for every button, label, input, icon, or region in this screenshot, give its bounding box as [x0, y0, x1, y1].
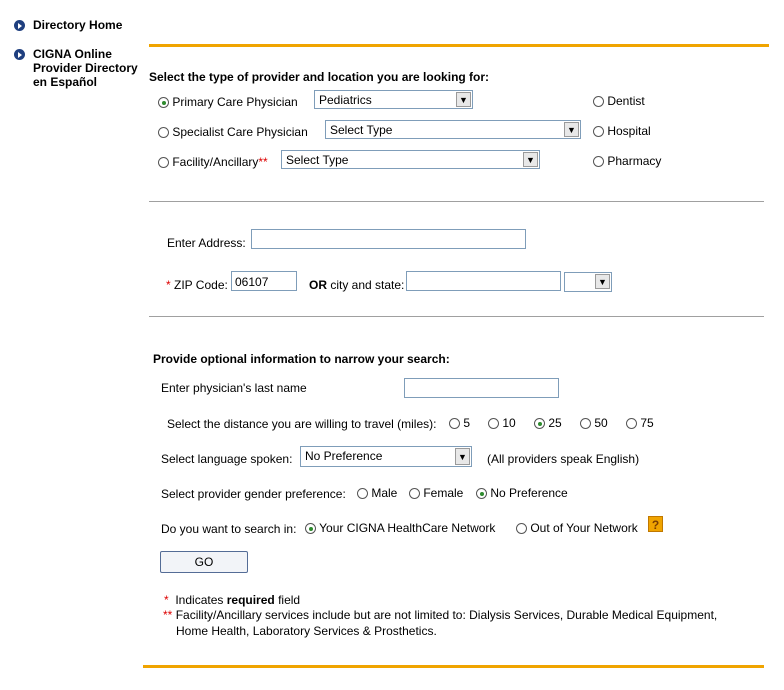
city-input[interactable]: [406, 271, 561, 291]
distance-option[interactable]: [488, 416, 516, 430]
section-divider: [149, 316, 764, 317]
hospital-option[interactable]: [593, 124, 651, 138]
pharmacy-radio[interactable]: [593, 156, 604, 167]
zip-input-value: 06107: [235, 275, 269, 289]
facility-footnote-line2: Home Health, Laboratory Services & Prosthetics.: [176, 624, 437, 638]
facility-footnote-line1: Facility/Ancillary services include but are not limited to: Dialysis Services, Durable Medical Equipment,: [175, 608, 718, 622]
zip-input[interactable]: [231, 271, 297, 291]
hospital-radio[interactable]: [593, 126, 604, 137]
facility-radio[interactable]: [158, 157, 169, 168]
specialist-option[interactable]: [158, 125, 308, 139]
lastname-input[interactable]: [404, 378, 559, 398]
nav-spanish-directory-label[interactable]: [33, 47, 138, 89]
distance-label-value: 5: [463, 416, 471, 430]
distance-label: Select the distance you are willing to travel (miles):: [167, 417, 437, 431]
chevron-down-icon: ▼: [456, 92, 471, 107]
city-state-label: [309, 278, 404, 292]
required-footnote: [164, 593, 300, 607]
distance-radio[interactable]: [626, 418, 637, 429]
distance-radio[interactable]: [534, 418, 545, 429]
dentist-option[interactable]: [593, 94, 645, 108]
specialist-label: Specialist Care Physician: [172, 125, 308, 139]
network-option[interactable]: [305, 521, 495, 535]
distance-label-value: 25: [548, 416, 562, 430]
primary-care-radio[interactable]: [158, 97, 169, 108]
state-select[interactable]: [564, 272, 612, 292]
required-footnote-pre: Indicates: [175, 593, 224, 607]
primary-care-select[interactable]: [314, 90, 473, 109]
distance-label-value: 50: [594, 416, 608, 430]
nav-directory-home-label[interactable]: Directory Home: [33, 18, 123, 32]
dentist-label: Dentist: [607, 94, 645, 108]
bottom-divider: [143, 665, 764, 668]
chevron-down-icon: ▼: [595, 274, 610, 289]
nav-spanish-directory[interactable]: [14, 47, 138, 89]
network-option[interactable]: [516, 521, 638, 535]
facility-footnote: [163, 608, 717, 622]
gender-option[interactable]: [409, 486, 463, 500]
network-radio[interactable]: [516, 523, 527, 534]
dentist-radio[interactable]: [593, 96, 604, 107]
gender-option-label: Male: [371, 486, 398, 500]
network-label: Do you want to search in:: [161, 522, 297, 536]
distance-radio[interactable]: [449, 418, 460, 429]
optional-heading: Provide optional information to narrow your search:: [153, 352, 450, 366]
gender-option[interactable]: [476, 486, 568, 500]
chevron-down-icon: ▼: [523, 152, 538, 167]
zip-label-text: ZIP Code:: [174, 278, 228, 292]
nav-spanish-line2[interactable]: Provider Directory: [33, 61, 138, 75]
language-select-value: No Preference: [305, 449, 383, 463]
city-state-label-text: city and state:: [330, 278, 405, 292]
address-label: Enter Address:: [167, 236, 246, 250]
gender-radio[interactable]: [357, 488, 368, 499]
primary-care-option[interactable]: [158, 95, 298, 109]
primary-care-label: Primary Care Physician: [172, 95, 298, 109]
zip-required-marker: *: [166, 278, 171, 292]
distance-radio[interactable]: [580, 418, 591, 429]
distance-option[interactable]: [626, 416, 654, 430]
pharmacy-label: Pharmacy: [607, 154, 662, 168]
facility-select[interactable]: [281, 150, 540, 169]
chevron-down-icon: ▼: [455, 448, 470, 465]
language-select[interactable]: [300, 446, 472, 467]
network-option-label: Your CIGNA HealthCare Network: [319, 521, 496, 535]
chevron-down-icon: ▼: [564, 122, 579, 137]
address-input[interactable]: [251, 229, 526, 249]
facility-footnote-marker: **: [163, 608, 173, 622]
distance-option[interactable]: [534, 416, 562, 430]
language-note: (All providers speak English): [487, 452, 640, 466]
network-option-label: Out of Your Network: [530, 521, 638, 535]
network-radio[interactable]: [305, 523, 316, 534]
language-label: Select language spoken:: [161, 452, 293, 466]
facility-select-value: Select Type: [286, 153, 349, 167]
required-footnote-post: field: [278, 593, 301, 607]
distance-option[interactable]: [449, 416, 470, 430]
lastname-label: Enter physician's last name: [161, 381, 307, 395]
required-footnote-marker: *: [164, 593, 169, 607]
nav-directory-home[interactable]: [14, 18, 122, 32]
gender-option[interactable]: [357, 486, 397, 500]
gender-radio[interactable]: [476, 488, 487, 499]
distance-label-value: 75: [640, 416, 654, 430]
gender-label: Select provider gender preference:: [161, 487, 346, 501]
provider-type-heading: Select the type of provider and location you are looking for:: [149, 70, 490, 84]
specialist-radio[interactable]: [158, 127, 169, 138]
required-footnote-bold: required: [226, 593, 275, 607]
facility-required-marker: **: [258, 155, 268, 169]
distance-label-value: 10: [502, 416, 516, 430]
distance-radio[interactable]: [488, 418, 499, 429]
gender-option-label: No Preference: [490, 486, 568, 500]
arrow-bullet-icon: [14, 20, 25, 31]
gender-radio[interactable]: [409, 488, 420, 499]
top-divider: [149, 44, 769, 47]
nav-spanish-line3[interactable]: en Español: [33, 75, 98, 89]
distance-option[interactable]: [580, 416, 608, 430]
go-button[interactable]: GO: [160, 551, 248, 573]
hospital-label: Hospital: [607, 124, 651, 138]
primary-care-select-value: Pediatrics: [319, 93, 372, 107]
section-divider: [149, 201, 764, 202]
pharmacy-option[interactable]: [593, 154, 661, 168]
zip-label: [166, 278, 228, 292]
or-label: OR: [309, 278, 327, 292]
help-icon[interactable]: ?: [648, 516, 663, 532]
gender-option-label: Female: [423, 486, 464, 500]
specialist-select[interactable]: [325, 120, 581, 139]
facility-option[interactable]: [158, 155, 268, 169]
specialist-select-value: Select Type: [330, 123, 393, 137]
facility-label: Facility/Ancillary: [172, 155, 259, 169]
arrow-bullet-icon: [14, 49, 25, 60]
nav-spanish-line1[interactable]: CIGNA Online: [33, 47, 112, 61]
